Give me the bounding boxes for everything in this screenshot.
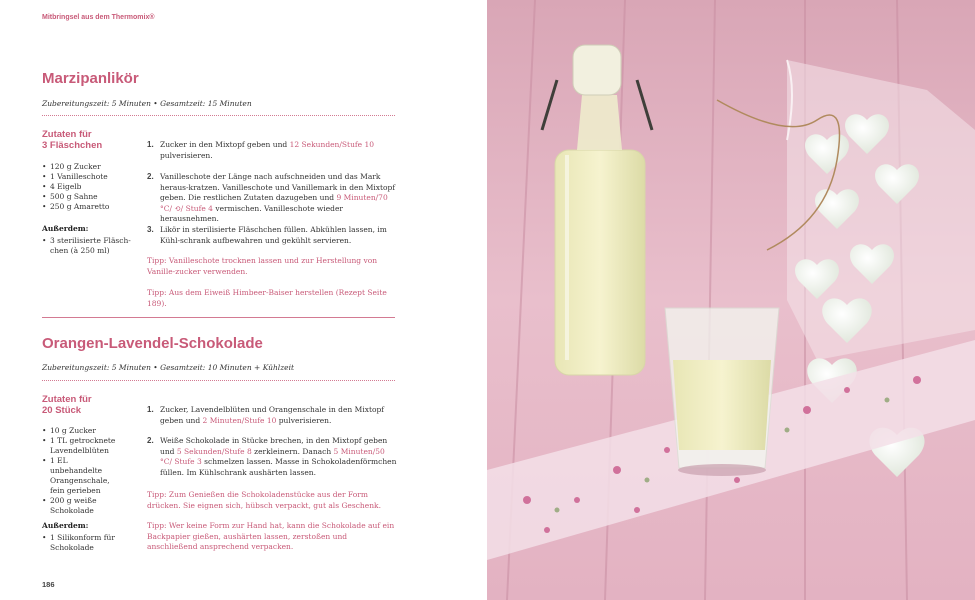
extra-item: • 1 Silikonform für Schokolade	[42, 533, 122, 553]
ingredient-item: • 10 g Zucker	[42, 426, 122, 436]
ingredients-title	[42, 129, 132, 151]
ingredients-title-line1: Zutaten für	[42, 394, 92, 405]
ingredient-item: • 1 EL unbehandelte Orangenschale, fein gerieben	[42, 456, 122, 496]
recipe-title-schokolade: Orangen-Lavendel-Schokolade	[42, 335, 263, 352]
step	[147, 405, 397, 426]
step	[147, 225, 397, 246]
photo-illustration	[487, 0, 975, 600]
extra-title: Außerdem:	[42, 521, 89, 530]
ingredient-list	[42, 162, 132, 212]
extra-title: Außerdem:	[42, 224, 89, 233]
ingredient-item: • 1 TL getrocknete Lavendelblüten	[42, 436, 122, 456]
product-photo	[487, 0, 975, 600]
step	[147, 140, 397, 161]
ingredients-title-line1: Zutaten für	[42, 129, 92, 140]
step-number: 1.	[147, 140, 154, 149]
ingredient-item: • 1 Vanilleschote	[42, 172, 132, 182]
ingredient-item: • 500 g Sahne	[42, 192, 132, 202]
ingredients-title-line2: 3 Fläschchen	[42, 140, 103, 151]
step-number: 2.	[147, 172, 154, 181]
ingredient-list	[42, 426, 122, 516]
ingredient-item: • 200 g weiße Schokolade	[42, 496, 122, 516]
step-number: 1.	[147, 405, 154, 414]
step-text: Weiße Schokolade in Stücke brechen, in den Mixtopf geben und 5 Sekunden/Stufe 8 zerkleinern. Danach 5 Minuten/50 °C/ Stufe 3 schmelzen lassen. Masse in Schokoladenförmchen füllen. Im Kühlschrank aushärten lassen.	[160, 436, 397, 477]
recipe-title-marzipanlikoer: Marzipanlikör	[42, 70, 139, 87]
step-text: Zucker, Lavendelblüten und Orangenschale in den Mixtopf geben und 2 Minuten/Stufe 10 pulverisieren.	[160, 405, 385, 425]
recipe-time: Zubereitungszeit: 5 Minuten • Gesamtzeit: 15 Minuten	[42, 99, 252, 108]
extra-list	[42, 236, 132, 256]
tip-text: Tipp: Zum Genießen die Schokoladenstücke aus der Form drücken. Sie eignen sich, hübsch verpackt, gut als Geschenk.	[147, 490, 381, 510]
shot-glass	[665, 308, 779, 476]
step-text: Zucker in den Mixtopf geben und 12 Sekunden/Stufe 10 pulverisieren.	[160, 140, 375, 160]
step	[147, 172, 397, 225]
step-number: 3.	[147, 225, 154, 234]
recipe-time: Zubereitungszeit: 5 Minuten • Gesamtzeit: 10 Minuten + Kühlzeit	[42, 363, 295, 372]
dotted-divider	[42, 115, 395, 116]
recipe-page	[0, 0, 487, 600]
ingredient-item: • 250 g Amaretto	[42, 202, 132, 212]
ingredients-title	[42, 394, 132, 416]
extra-item: • 3 sterilisierte Fläsch-chen (à 250 ml)	[42, 236, 132, 256]
step-number: 2.	[147, 436, 154, 445]
tip-text: Tipp: Vanilleschote trocknen lassen und zur Herstellung von Vanille-zucker verwenden.	[147, 256, 378, 276]
extra-list	[42, 533, 122, 553]
step-text: Vanilleschote der Länge nach aufschneiden und das Mark heraus-kratzen. Vanilleschote und Vanillemark in den Mixtopf geben. Die restlichen Zutaten dazugeben und 9 Minuten/70 °C/ ⟲/ Stufe 4 vermischen. Vanilleschote wieder herausnehmen.	[160, 172, 396, 223]
page-number: 186	[42, 580, 55, 589]
tip-text: Tipp: Aus dem Eiweiß Himbeer-Baiser herstellen (Rezept Seite 189).	[147, 288, 387, 308]
ingredient-item: • 4 Eigelb	[42, 182, 132, 192]
running-header: Mitbringsel aus dem Thermomix®	[42, 14, 155, 21]
tip-text: Tipp: Wer keine Form zur Hand hat, kann die Schokolade auf ein Backpapier gießen, aushärten lassen, zerstoßen und anschließend ansprechend verpacken.	[147, 521, 395, 551]
ingredient-item: • 120 g Zucker	[42, 162, 132, 172]
step	[147, 436, 397, 478]
dotted-divider	[42, 380, 395, 381]
step-text: Likör in sterilisierte Fläschchen füllen. Abkühlen lassen, im Kühl-schrank aufbewahren und gekühlt servieren.	[160, 225, 387, 245]
ingredients-title-line2: 20 Stück	[42, 405, 82, 416]
section-divider	[42, 317, 395, 318]
